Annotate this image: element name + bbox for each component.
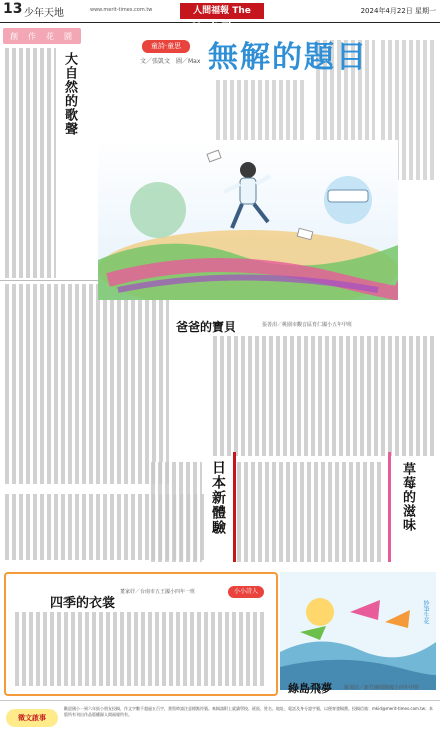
song-title: 大自然的歌聲 [62, 52, 77, 136]
poem-badge: 童詩·童思 [142, 40, 190, 53]
strawberry-title: 草莓的滋味 [400, 462, 415, 532]
dad-title: 爸爸的寶貝 [176, 320, 237, 334]
green-island-art [280, 572, 436, 690]
dad-body-2 [236, 462, 384, 562]
footer-text: 歡迎國小一到六年級小朋友投稿，作文字數不超過五百字，書寫時請注意標點符號。來稿請附上就讀學校、班級、姓名、地址、電話及身分證字號，以便寄發稿費。投稿信箱：mkid@merit-times.com.tw；本版所有刊出作品版權歸人間福報所有。 [64, 706, 434, 717]
column-label-char: 花 [46, 32, 54, 41]
column-label-char: 創 [10, 32, 18, 41]
site-url: www.merit-times.com.tw [90, 7, 153, 13]
seasons-body [14, 612, 264, 686]
poem-byline: 文／張凱文 圖／Max [140, 58, 201, 65]
song-body-2 [4, 284, 169, 484]
japan-title: 日本新體驗 [210, 460, 226, 535]
green-island-art-tag: 妙筆生花 [422, 600, 429, 624]
seasons-badge: 小小詩人 [228, 586, 264, 598]
newspaper-logo: 人間福報 The Merit Times [180, 3, 264, 19]
poem-illustration [98, 140, 398, 300]
column-label-char: 園 [64, 32, 72, 41]
section-title: 少年天地 [24, 8, 64, 19]
green-island-title: 綠島飛夢 [288, 682, 332, 695]
column-label-char: 作 [28, 32, 36, 41]
green-island-byline: 羅璟渲／新竹縣興隆國小四年甲班 [344, 685, 420, 691]
seasons-byline: 董家妤／台南市五王國小四年一班 [120, 589, 196, 595]
submission-badge: 徵文啟事 [6, 709, 58, 727]
song-body [4, 48, 56, 278]
poem-title: 無解的題目 [208, 40, 368, 75]
footer [0, 700, 440, 735]
dad-byline: 張善涓／桃園市觀音區育仁國小五年甲班 [262, 322, 353, 328]
page-number: 13 [3, 1, 23, 17]
dad-body [212, 336, 436, 456]
japan-body [150, 462, 202, 562]
seasons-title: 四季的衣裳 [50, 596, 116, 611]
page-header [0, 0, 440, 32]
issue-date: 2024年4月22日 星期一 [360, 7, 436, 15]
